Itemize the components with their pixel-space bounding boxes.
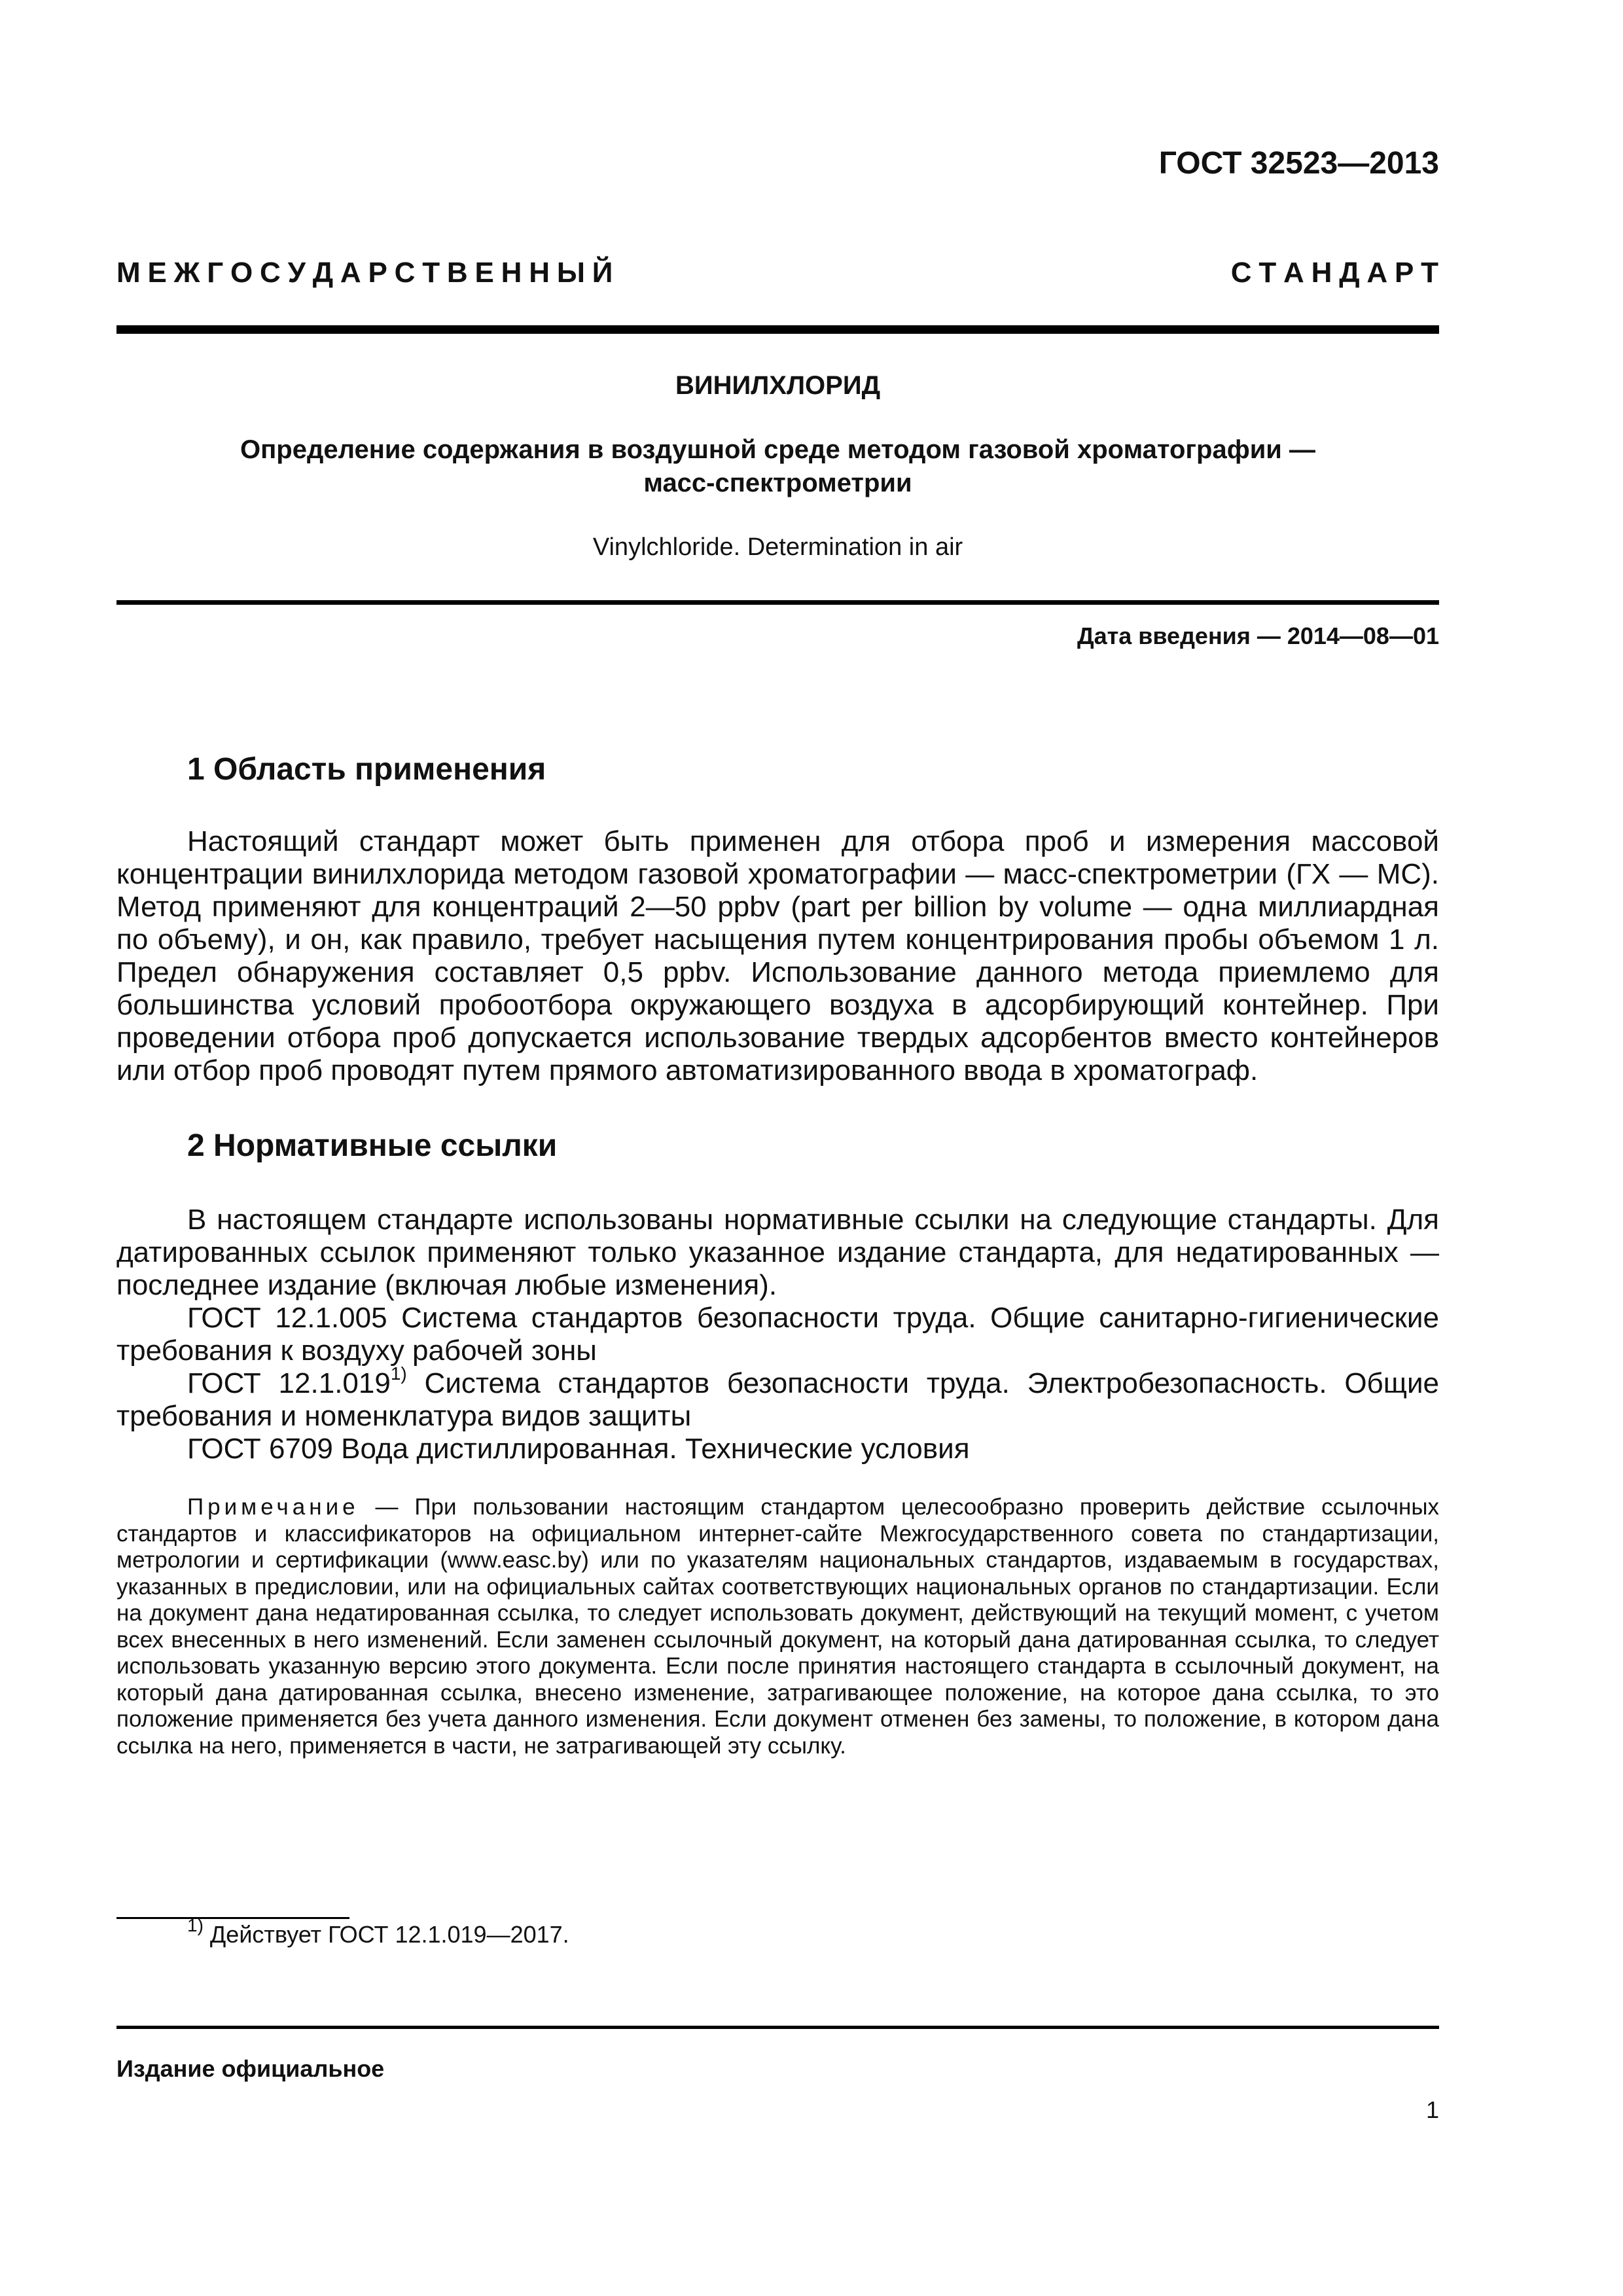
section-2-heading: 2 Нормативные ссылки [187, 1128, 558, 1163]
footnote-text: Действует ГОСТ 12.1.019—2017. [209, 1921, 569, 1948]
document-subtitle-line2: масс-спектрометрии [643, 469, 912, 497]
section-2-body [116, 1204, 1439, 1465]
english-title: Vinylchloride. Determination in air [592, 533, 963, 561]
edition-label: Издание официальное [116, 2055, 385, 2082]
reference-code: ГОСТ 6709 [187, 1433, 333, 1465]
section-1-body [116, 825, 1439, 1087]
top-thick-rule [116, 325, 1439, 334]
reference-title: Система стандартов безопасности труда. Общие санитарно-гигиенические требования к воздуху рабочей зоны [116, 1302, 1439, 1367]
title-bottom-rule [116, 600, 1439, 605]
document-subtitle-line1: Определение содержания в воздушной среде методом газовой хроматографии — [240, 435, 1316, 464]
section-1-heading: 1 Область применения [187, 752, 546, 787]
footnote [187, 1915, 569, 1948]
page-number: 1 [1425, 2096, 1439, 2123]
footnote-separator [116, 1917, 349, 1919]
reference-title: Система стандартов безопасности труда. Электробезопасность. Общие требования и номенклатура видов защиты [116, 1367, 1440, 1432]
reference-item [116, 1302, 1439, 1367]
document-title: ВИНИЛХЛОРИД [675, 371, 881, 400]
reference-title: Вода дистиллированная. Технические условия [341, 1433, 970, 1465]
section-1-paragraph: Настоящий стандарт может быть применен для отбора проб и измерения массовой концентрации винилхлорида методом газовой хроматографии — масс-спектрометрии (ГХ — МС). Метод применяют для концентраций 2—50 ppbv (part per billion by volume — одна миллиардная по объему), и он, как правило, требует насыщения путем концентрирования пробы объемом 1 л. Предел обнаружения составляет 0,5 ppbv. Использование данного метода приемлемо для большинства условий пробоотбора окружающего воздуха в адсорбирующий контейнер. При проведении отбора проб допускается использование твердых адсорбентов вместо контейнеров или отбор проб проводят путем прямого автоматизированного ввода в хроматограф. [116, 825, 1439, 1086]
section-2-intro: В настоящем стандарте использованы нормативные ссылки на следующие стандарты. Для датированных ссылок применяют только указанное издание стандарта, для недатированных — последнее издание (включая любые изменения). [116, 1204, 1439, 1301]
reference-code: ГОСТ 12.1.005 [187, 1302, 387, 1334]
standard-type-text: М Е Ж Г О С У Д А Р С Т В Е Н Н Ы Й С Т А Н Д А Р Т [116, 257, 1439, 289]
reference-item [116, 1363, 1440, 1433]
reference-item [116, 1433, 1439, 1465]
note-block [116, 1494, 1439, 1759]
standard-type [116, 257, 1439, 289]
document-number: ГОСТ 32523—2013 [1158, 146, 1439, 181]
footer-rule [116, 2026, 1439, 2029]
note-text: — При пользовании настоящим стандартом целесообразно проверить действие ссылочных стандартов и классификаторов на официальном интернет-сайте Межгосударственного совета по стандартизации, метрологии и сертификации (www.easc.by) или по указателям национальных стандартов, издаваемым в государствах, указанных в предисловии, или на официальных сайтах соответствующих национальных органов по стандартизации. Если на документ дана недатированная ссылка, то следует использовать документ, действующий на текущий момент, с учетом всех внесенных в него изменений. Если заменен ссылочный документ, на который дана датированная ссылка, то следует использовать указанную версию этого документа. Если после принятия настоящего стандарта в ссылочный документ, на который дана датированная ссылка, внесено изменение, затрагивающее положение, на которое дана ссылка, то это положение применяется без учета данного изменения. Если документ отменен без замены, то положение, в котором дана ссылка на него, применяется в части, не затрагивающей эту ссылку. [116, 1494, 1439, 1759]
reference-code: ГОСТ 12.1.019 [187, 1367, 391, 1399]
footnote-marker: 1) [390, 1363, 407, 1384]
note-label: Примечание [187, 1494, 359, 1520]
introduction-date: Дата введения — 2014—08—01 [1077, 622, 1439, 649]
footnote-mark: 1) [187, 1915, 204, 1935]
